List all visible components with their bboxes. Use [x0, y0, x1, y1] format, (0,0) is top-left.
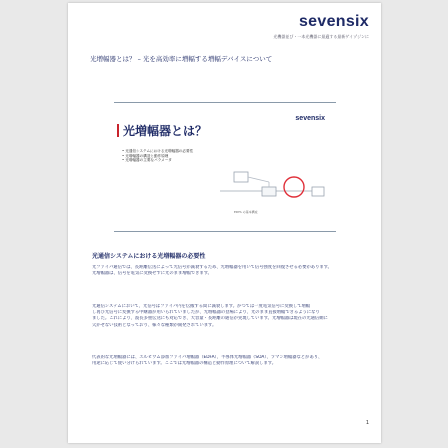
slide-top-rule	[114, 102, 336, 103]
slide-title-row	[117, 122, 207, 139]
brand-tagline: 光機器並び・一本光機器に最適する最新ゲイゾジンに	[273, 34, 369, 39]
slide-title-marker	[117, 124, 119, 137]
diagram-box-coupler	[262, 187, 276, 196]
paragraph-line: し再び光信号に変換する中継器が用いられていましたが、光増幅器の登場により、光のまま直接増幅できるようになり	[92, 310, 320, 316]
document-title: 光増幅器とは？ – 光を高効率に増幅する増幅デバイスについて	[90, 55, 273, 63]
paragraph-line: 光ファイバ通信では、長距離伝送によって光信号が減衰するため、光増幅器を用いて信号強度を回復させる必要があります。	[92, 265, 332, 270]
diagram-box-output	[312, 187, 324, 196]
slide-bullet: • 光通信システムにおける光増幅器の必要性	[122, 149, 193, 154]
slide-bullet: • 光増幅器の主要なパラメータ	[122, 158, 193, 163]
section-heading: 光通信システムにおける光増幅器の必要性	[92, 253, 206, 260]
paragraph-line: 用途に応じて使い分けられています。ここでは光増幅器の構造と動作原理について解説します。	[92, 361, 276, 367]
brand-logo: sevensix	[298, 13, 369, 30]
paragraph-line: 光通信システムにおいて、光信号はファイバ内を伝搬する間に減衰します。かつては一度電気信号に変換して増幅	[92, 304, 311, 309]
slide-bottom-rule	[114, 231, 336, 232]
diagram-box-input	[234, 172, 248, 182]
slide-brand-logo: sevensix	[295, 115, 325, 122]
document-page	[68, 3, 381, 443]
page-number: 1	[365, 420, 369, 426]
diagram-pump-line	[248, 177, 269, 182]
body-paragraph	[92, 304, 362, 329]
body-paragraph	[92, 355, 362, 367]
figure-caption: EDFA の基本構成	[234, 210, 258, 214]
amplifier-diagram	[218, 163, 348, 209]
slide-title: 光増幅器とは？	[123, 124, 208, 138]
slide-bullet-list	[122, 149, 193, 163]
body-paragraph	[92, 265, 362, 277]
diagram-fiber-loop	[284, 177, 304, 197]
paragraph-line: ました。これにより、波長多重伝送にも対応でき、大容量・長距離の通信が実現しています。光増幅器は現在の光通信網に	[92, 316, 328, 322]
paragraph-line: 代表的な光増幅器には、エルビウム添加ファイバ増幅器（EDFA）、半導体光増幅器（SOA）、ラマン増幅器などがあり、	[92, 355, 323, 360]
paragraph-line: 欠かせない技術となっており、様々な種類が開発されています。	[92, 322, 217, 328]
slide-bullet: • 光増幅器の構造と動作原理	[122, 154, 193, 159]
paragraph-line: 光増幅器は、信号を電気に変換せずに光のまま増幅できます。	[92, 271, 212, 277]
